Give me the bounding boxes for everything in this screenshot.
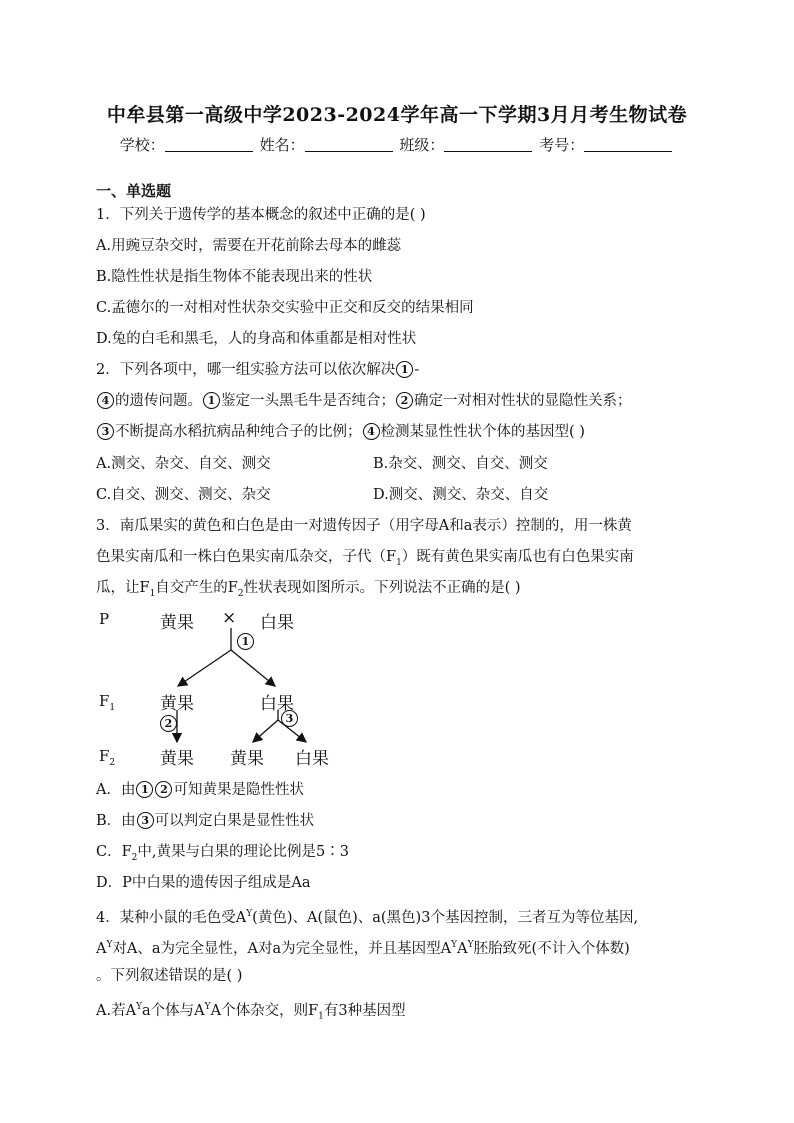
circled-number: 1 (136, 781, 153, 798)
q3-option-d: D．P中白果的遗传因子组成是Aa (96, 875, 311, 891)
gen-label-f1: $F_1$ (99, 692, 116, 713)
cross-diagram (90, 600, 350, 775)
arrow-to-f1-white (231, 650, 275, 686)
q3-stem-line2: 色果实南瓜和一株白色果实南瓜杂交，子代$(F_1)$既有黄色果实南瓜也有白色果实南 (96, 549, 634, 568)
p-white: 白果 (260, 613, 294, 633)
name-field[interactable] (305, 137, 393, 152)
step-2-marker: 2 (160, 715, 177, 732)
section-heading: 一、单选题 (96, 182, 172, 200)
class-label: 班级： (399, 136, 445, 154)
page-title: 中牟县第一高级中学2023-2024学年高一下学期3月月考生物试卷 (106, 104, 688, 126)
q1-option-d: D.兔的白毛和黑毛，人的身高和体重都是相对性状 (96, 331, 417, 347)
q3-stem-line1: 3．南瓜果实的黄色和白色是由一对遗传因子（用字母A和a表示）控制的，用一株黄 (96, 518, 632, 534)
f2-yellow-from-yellow: 黄果 (160, 749, 194, 769)
arrow-to-f1-yellow (178, 650, 231, 686)
q2-option-d: D.测交、测交、杂交、自交 (373, 487, 549, 503)
gen-label-f2: $F_2$ (99, 747, 116, 768)
q2-stem-line3: 3 不断提高水稻抗病品种纯合子的比例； 4 检测某显性性状个体的基因型( ) (96, 422, 585, 442)
circled-number: 4 (97, 392, 114, 409)
circled-number: 4 (363, 423, 380, 440)
circled-number: 3 (137, 812, 154, 829)
q2-option-c: C.自交、测交、测交、杂交 (96, 487, 271, 503)
circled-number: 2 (155, 781, 172, 798)
q1-option-b: B.隐性性状是指生物体不能表现出来的性状 (96, 269, 373, 285)
q2-stem-line2: 4 的遗传问题。 1 鉴定一头黑毛牛是否纯合； 2 确定一对相对性状的显隐性关系； (96, 391, 632, 411)
step-1-marker: 1 (237, 633, 254, 650)
q1-option-c: C.孟德尔的一对相对性状杂交实验中正交和反交的结果相同 (96, 300, 474, 316)
q3-stem-line3: 瓜，让$F_1$自交产生的$F_2$性状表现如图所示。下列说法不正确的是( ) (96, 580, 521, 599)
number-field[interactable] (584, 137, 672, 152)
step-3-marker: 3 (281, 710, 298, 727)
name-label: 姓名： (259, 136, 305, 154)
q4-stem-line3: 。下列叙述错误的是( ) (96, 968, 243, 984)
gen-label-p: P (99, 610, 110, 628)
student-info (0, 134, 794, 155)
circled-number: 1 (396, 361, 413, 378)
q4-stem-line2: $A^Y$对A、a为完全显性，A对a为完全显性，并且基因型$A^YA^Y$胚胎致死(不计入个体数) (96, 940, 630, 957)
q1-option-a: A.用豌豆杂交时，需要在开花前除去母本的雌蕊 (96, 238, 402, 254)
q3-option-c: C．$F_2$中,黄果与白果的理论比例是5∶3 (96, 844, 349, 863)
q3-option-a: A．由 1 2 可知黄果是隐性性状 (96, 782, 304, 798)
q3-option-b: B．由 3 可以判定白果是显性性状 (96, 813, 315, 829)
p-yellow: 黄果 (160, 613, 194, 633)
circled-number: 2 (396, 392, 413, 409)
q2-stem-line1: 2．下列各项中，哪一组实验方法可以依次解决 1 - (96, 362, 420, 378)
f2-white: 白果 (295, 749, 329, 769)
number-label: 考号： (539, 136, 585, 154)
school-field[interactable] (165, 137, 253, 152)
q1-stem: 1．下列关于遗传学的基本概念的叙述中正确的是( ) (96, 207, 426, 223)
q2-option-b: B.杂交、测交、自交、测交 (373, 456, 548, 472)
f1-yellow: 黄果 (160, 694, 194, 714)
circled-number: 3 (97, 423, 114, 440)
f2-yellow-from-white: 黄果 (230, 749, 264, 769)
q4-option-a: A.若$A^Ya$个体与$A^YA$个体杂交，则$F_1$有3种基因型 (96, 1002, 406, 1022)
f1-white: 白果 (260, 694, 294, 714)
cross-symbol: × (222, 608, 237, 628)
class-field[interactable] (444, 137, 532, 152)
q2-option-a: A.测交、杂交、自交、测交 (96, 456, 271, 472)
arrow-to-f2-yellow (253, 720, 278, 742)
q4-stem-line1: 4．某种小鼠的毛色受$A^Y$(黄色)、A(鼠色)、a(黑色)3个基因控制，三者互为等位基因, (96, 909, 639, 926)
school-label: 学校： (119, 136, 165, 154)
circled-number: 1 (203, 392, 220, 409)
